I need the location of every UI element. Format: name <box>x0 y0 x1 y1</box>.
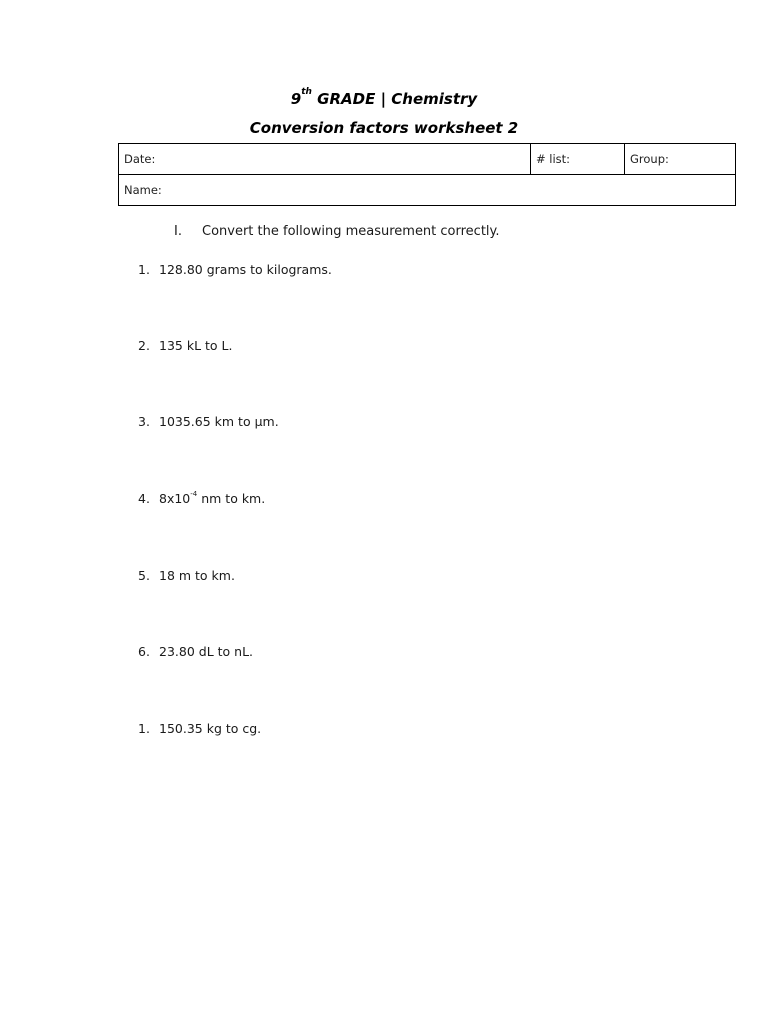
grade-number: 9 <box>290 90 302 108</box>
instruction-text: Convert the following measurement correctly. <box>202 224 500 239</box>
question-item <box>138 644 253 659</box>
question-number: 6. <box>138 644 150 659</box>
info-row-1 <box>119 144 736 175</box>
question-text: 1035.65 km to μm. <box>159 414 279 429</box>
worksheet-subtitle: Conversion factors worksheet 2 <box>249 119 519 137</box>
question-number: 3. <box>138 414 150 429</box>
info-row-2 <box>119 175 736 206</box>
instruction-line <box>174 224 500 239</box>
worksheet-title <box>0 87 768 108</box>
question-item <box>138 262 332 277</box>
question-text: 23.80 dL to nL. <box>159 644 254 659</box>
question-item <box>138 338 232 353</box>
student-info-table <box>118 143 736 206</box>
group-field[interactable]: Group: <box>625 144 736 175</box>
question-number: 1. <box>138 262 150 277</box>
question-text-base: 8x10 <box>159 491 191 506</box>
title-subject: GRADE | Chemistry <box>311 90 478 108</box>
question-item <box>138 414 279 429</box>
question-text: 128.80 grams to kilograms. <box>159 262 332 277</box>
name-field[interactable]: Name: <box>119 175 736 206</box>
question-text: 18 m to km. <box>159 568 235 583</box>
exponent: -4 <box>190 490 198 498</box>
grade-ordinal-suffix: th <box>301 87 312 97</box>
list-number-field[interactable]: # list: <box>531 144 625 175</box>
question-item <box>138 491 265 506</box>
question-item <box>138 721 261 736</box>
question-text-rest: nm to km. <box>197 491 266 506</box>
question-item <box>138 568 235 583</box>
question-number: 2. <box>138 338 150 353</box>
question-number: 4. <box>138 491 150 506</box>
question-text: 150.35 kg to cg. <box>159 721 262 736</box>
question-number: 1. <box>138 721 150 736</box>
question-text: 135 kL to L. <box>159 338 233 353</box>
date-field[interactable]: Date: <box>119 144 531 175</box>
section-numeral: I. <box>174 224 182 239</box>
question-number: 5. <box>138 568 150 583</box>
